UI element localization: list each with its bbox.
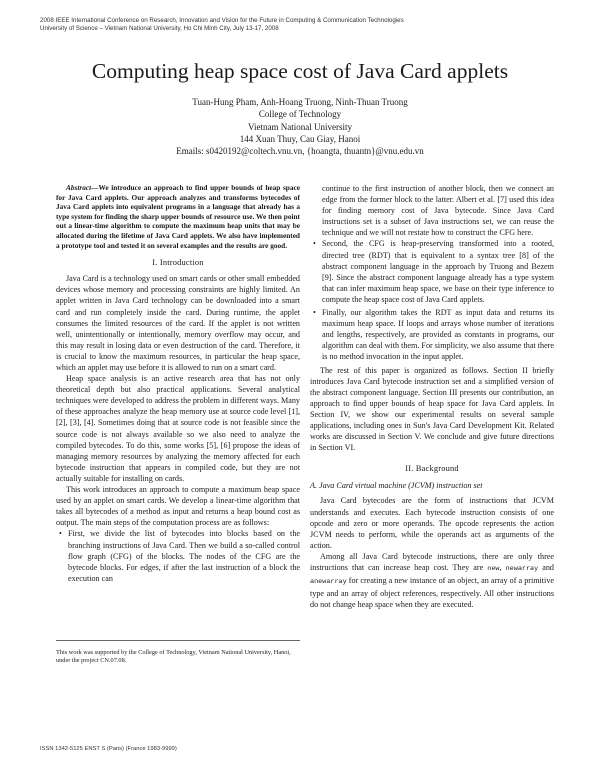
background-paragraph-1: Java Card bytecodes are the form of instructions that JCVM understands and executes. Each bytecode instruction consists of one opcode and zero or more operands. The opcode represents the action JCVM needs to perform, while the operands act as arguments of the action. <box>310 496 554 550</box>
conference-line-1: 2008 IEEE International Conference on Research, Innovation and Vision for the Future in Computing & Communication Technologies <box>40 17 404 24</box>
author-block <box>0 96 600 157</box>
section-heading-introduction: I. Introduction <box>152 258 204 268</box>
paper-title: Computing heap space cost of Java Card applets <box>91 59 509 83</box>
list-item-step-3: • Finally, our algorithm takes the RDT as input data and returns its maximum heap space. If loops and arrays whose number of iterations and lengths, respectively, are provided as constants in programs, our algorithm can deal with them. For simplicity, we also assume that there is no method invocation in the input applet. <box>322 307 554 362</box>
author-emails: Emails: s0420192@coltech.vnu.vn, {hoangta, thuantn}@vnu.edu.vn <box>176 146 424 157</box>
left-column <box>56 183 300 586</box>
background-paragraph-2 <box>310 551 554 610</box>
list-item-step-1: • First, we divide the list of bytecodes into blocks based on the branching instructions of Java Card. Then we build a so-called control flow graph (CFG) of the blocks. The nodes of the CFG are the bytecode blocks. For edges, if after the last instruction of a block the execution can <box>68 528 300 583</box>
bg-p2-text-a: Among all Java Card bytecode instructions, there are only three instructions that can increase heap cost. They are <box>310 551 554 572</box>
step-1-continuation: continue to the first instruction of another block, then we connect an edge from the former block to the latter. Albert et al. [7] used this idea for finding memory cost of Java bytecode. Since Java Card instructions set is a subset of Java instructions set, we can reuse the technique and we will not restate how to construct the CFG here. <box>322 184 554 238</box>
bg-p2-text-c: and <box>538 563 554 572</box>
code-anewarray: anewarray <box>310 578 347 587</box>
steps-list-left <box>56 528 300 583</box>
intro-paragraph-4: The rest of this paper is organized as follows. Section II briefly introduces Java Card bytecode instruction set and a simplified version of the abstract component language. Section III presents our contribution, an approach to find upper bounds of heap space for Java Card applets. In Section IV, we show our experimental results on several sample applications, including ones in Sun's Java Card Development Kit. Related works are discussed in Section V. We conclude and give future directions in Section VI. <box>310 365 554 453</box>
conference-header <box>40 17 404 33</box>
subsection-heading-jcvm: A. Java Card virtual machine (JCVM) instruction set <box>310 481 483 491</box>
code-newarray: newarray <box>505 565 539 573</box>
intro-paragraph-3: This work introduces an approach to compute a maximum heap space used by an applet on smart cards. We develop a linear-time algorithm that takes all bytecodes of a method as input and returns a heap bound cost as output. The main steps of the computation process are as follows: <box>56 485 300 528</box>
footnote: This work was supported by the College of Technology, Vietnam National University, Hanoi, under the project CN.07.08. <box>56 640 300 665</box>
affiliation-university: Vietnam National University <box>248 121 352 132</box>
section-heading-background: II. Background <box>405 464 459 474</box>
abstract-text: We introduce an approach to find upper bounds of heap space for Java Card applets. Our approach analyzes and transforms bytecodes of Java Card applets into equivalent programs in a language that already has a type system for finding the sharp upper bounds of resource use. We then point out a linear-time algorithm to compute the maximum heap units that may be allocated during the lifetime of Java Card applets. We also have implemented a prototype tool and tested it on several examples and the results are good. <box>56 183 300 250</box>
intro-paragraph-2: Heap space analysis is an active research area that has not only theoretical depth but also practical applications. Several analytical techniques were developed to address the problem in different ways. Many of these approaches analyze the heap memory use at source code level [1], [2], [3], [4]. Sometimes doing that at source code is not feasible since the source code is not always available so we also need to analyze the compiled bytecodes. To do this, some works [5], [6] propose the ideas of managing memory resources by analyzing the memory affected for each bytecode instruction that appears in compiled code, but they are not actually suitable for installing on cards. <box>56 374 300 483</box>
abstract-label: Abstract <box>66 183 92 192</box>
abstract-dash: — <box>91 183 99 192</box>
intro-paragraph-1: Java Card is a technology used on smart cards or other small embedded devices whose memory and processing constraints are highly limited. An applet written in Java Card technology can be downloaded into a smart card and run completely inside the card. During runtime, the applet consumes the limited resources of the card. If the applet is not written well, unintentionally or intentionally, memory overflow may occur, and this may result in losing data or even destruction of the card. Therefore, it is crucial to know the maximum resources, in particular the heap space, which an applet may use before it is allowed to run on a smart card. <box>56 274 300 372</box>
steps-list-right <box>310 238 554 362</box>
author-names: Tuan-Hung Pham, Anh-Hoang Truong, Ninh-Thuan Truong <box>192 97 408 107</box>
bg-p2-text-b: , <box>499 563 506 572</box>
code-new: new <box>487 565 500 573</box>
author-address: 144 Xuan Thuy, Cau Giay, Hanoi <box>239 133 361 144</box>
bg-p2-text-d: for creating a new instance of an object, an array of a primitive type and an array of object references, respectively. All other instructions do not change heap space when they are executed. <box>310 576 554 610</box>
affiliation-college: College of Technology <box>258 109 342 120</box>
right-column <box>310 183 554 610</box>
conference-line-2: University of Science – Vietnam National University, Ho Chi Minh City, July 13-17, 2008 <box>40 25 279 32</box>
issn-footer: ISSN 1342-5125 ENST S (Paris) (France 1983-9999) <box>40 746 177 752</box>
abstract <box>56 183 300 250</box>
list-item-step-2: • Second, the CFG is heap-preserving transformed into a rooted, directed tree (RDT) that is equivalent to a syntax tree [8] of the abstract component language in the approach by Truong and Bezem [9]. Since the abstract component language already has a type system that can infer maximum heap space, we base on their type inference to compute the heap space cost of Java Card applets. <box>322 238 554 305</box>
